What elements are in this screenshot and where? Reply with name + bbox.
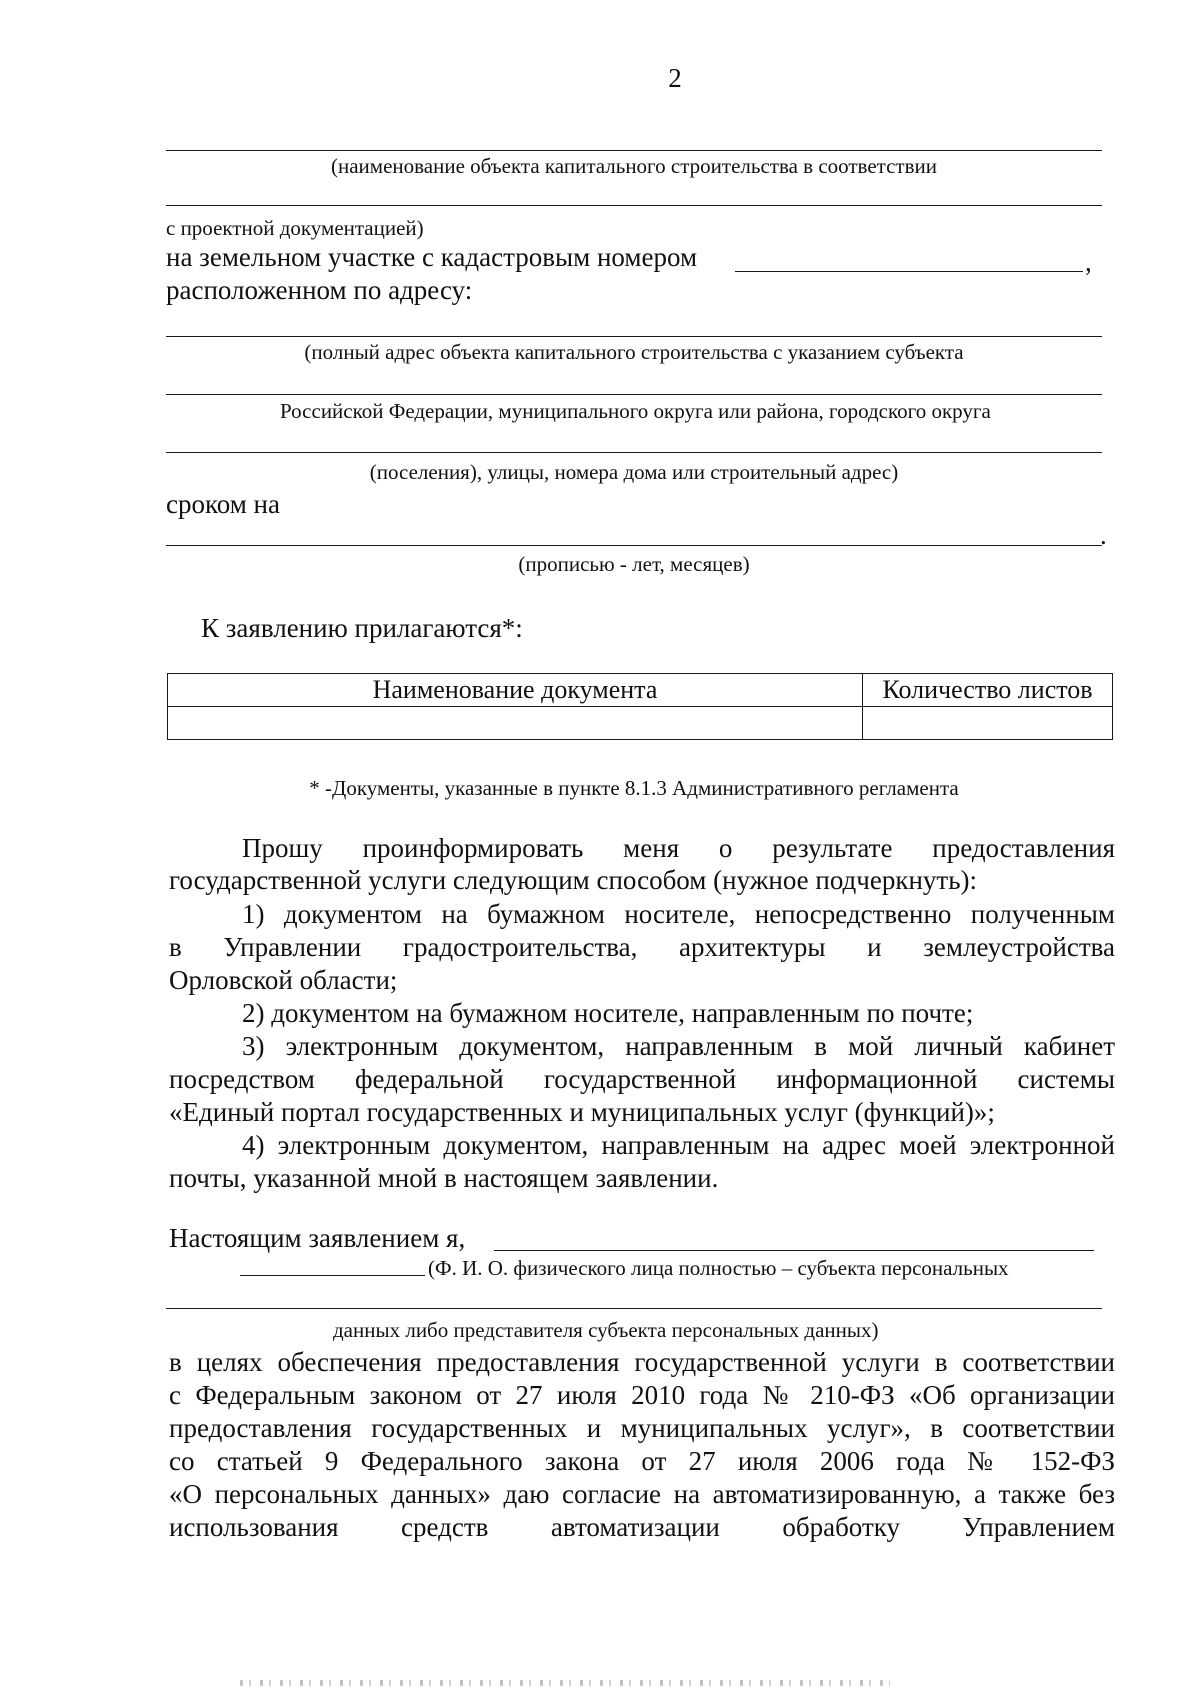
cell-sheet-count[interactable]: [863, 707, 1113, 740]
page-number: 2: [668, 63, 682, 93]
full-name-field-line-2[interactable]: [166, 1308, 1102, 1309]
attachments-heading: К заявлению прилагаются*:: [201, 613, 523, 643]
notify-option-1-line-2: в Управлении градостроительства, архитектуры и землеустройства: [169, 932, 1115, 962]
notify-option-2: 2) документом на бумажном носителе, направленным по почте;: [242, 998, 974, 1028]
address-line-3[interactable]: [166, 452, 1102, 453]
term-caption: (прописью - лет, месяцев): [518, 552, 750, 576]
notify-option-3-line-3: «Единый портал государственных и муниципальных услуг (функций)»;: [169, 1097, 995, 1127]
consent-label: Настоящим заявлением я,: [169, 1223, 466, 1253]
table-header-row: [168, 674, 1113, 707]
object-caption-1: (наименование объекта капитального строительства в соответствии: [331, 154, 937, 178]
notify-line-2: государственной услуги следующим способом (нужное подчеркнуть):: [169, 865, 978, 895]
object-name-line-2[interactable]: [166, 205, 1102, 206]
header-sheet-count: Количество листов: [863, 674, 1113, 707]
notify-option-4-line-1: 4) электронным документом, направленным на адрес моей электронной: [242, 1130, 1115, 1160]
term-trailing-dot: .: [1100, 520, 1107, 550]
address-caption-1: (полный адрес объекта капитального строительства с указанием субъекта: [304, 340, 964, 364]
scan-artifact: [240, 1680, 890, 1686]
cadastral-number-field[interactable]: [735, 271, 1083, 272]
footnote: * -Документы, указанные в пункте 8.1.3 Административного регламента: [309, 776, 959, 800]
consent-caption-2: данных либо представителя субъекта персональных данных): [333, 1318, 879, 1342]
table-row: [168, 707, 1113, 740]
cadastral-label: на земельном участке с кадастровым номером: [166, 242, 698, 272]
consent-line-6: использования средств автоматизации обработку Управлением: [169, 1512, 1115, 1542]
consent-caption-1: (Ф. И. О. физического лица полностью – субъекта персональных: [428, 1256, 1009, 1280]
cadastral-trailing-comma: ,: [1085, 247, 1092, 277]
address-caption-3: (поселения), улицы, номера дома или строительный адрес): [369, 460, 899, 484]
notify-option-3-line-1: 3) электронным документом, направленным в мой личный кабинет: [242, 1031, 1115, 1061]
consent-line-5: «О персональных данных» даю согласие на автоматизированную, а также без: [169, 1479, 1115, 1509]
notify-option-3-line-2: посредством федеральной государственной информационной системы: [169, 1064, 1115, 1094]
object-name-line-1[interactable]: [166, 150, 1102, 151]
header-document-name: Наименование документа: [168, 674, 863, 707]
address-label: расположенном по адресу:: [166, 275, 473, 305]
full-name-field-line-1b[interactable]: [240, 1275, 425, 1276]
consent-line-3: предоставления государственных и муниципальных услуг», в соответствии: [169, 1413, 1115, 1443]
notify-option-4-line-2: почты, указанной мной в настоящем заявлении.: [169, 1163, 719, 1193]
full-name-field-line-1[interactable]: [494, 1250, 1094, 1251]
cell-document-name[interactable]: [168, 707, 863, 740]
term-field[interactable]: [166, 545, 1102, 546]
address-caption-2: Российской Федерации, муниципального округа или района, городского округа: [280, 399, 991, 423]
attachments-table: [167, 673, 1113, 740]
term-label: сроком на: [166, 489, 280, 519]
notify-option-1-line-3: Орловской области;: [169, 965, 398, 995]
consent-line-4: со статьей 9 Федерального закона от 27 июля 2006 года № 152-ФЗ: [169, 1446, 1115, 1476]
object-caption-2: с проектной документацией): [166, 216, 424, 240]
notify-option-1-line-1: 1) документом на бумажном носителе, непосредственно полученным: [242, 899, 1115, 929]
consent-line-2: с Федеральным законом от 27 июля 2010 года № 210-ФЗ «Об организации: [169, 1380, 1115, 1410]
address-line-1[interactable]: [166, 336, 1102, 337]
consent-line-1: в целях обеспечения предоставления государственной услуги в соответствии: [169, 1347, 1115, 1377]
address-line-2[interactable]: [166, 394, 1102, 395]
notify-line-1: Прошу проинформировать меня о результате предоставления: [242, 833, 1115, 863]
